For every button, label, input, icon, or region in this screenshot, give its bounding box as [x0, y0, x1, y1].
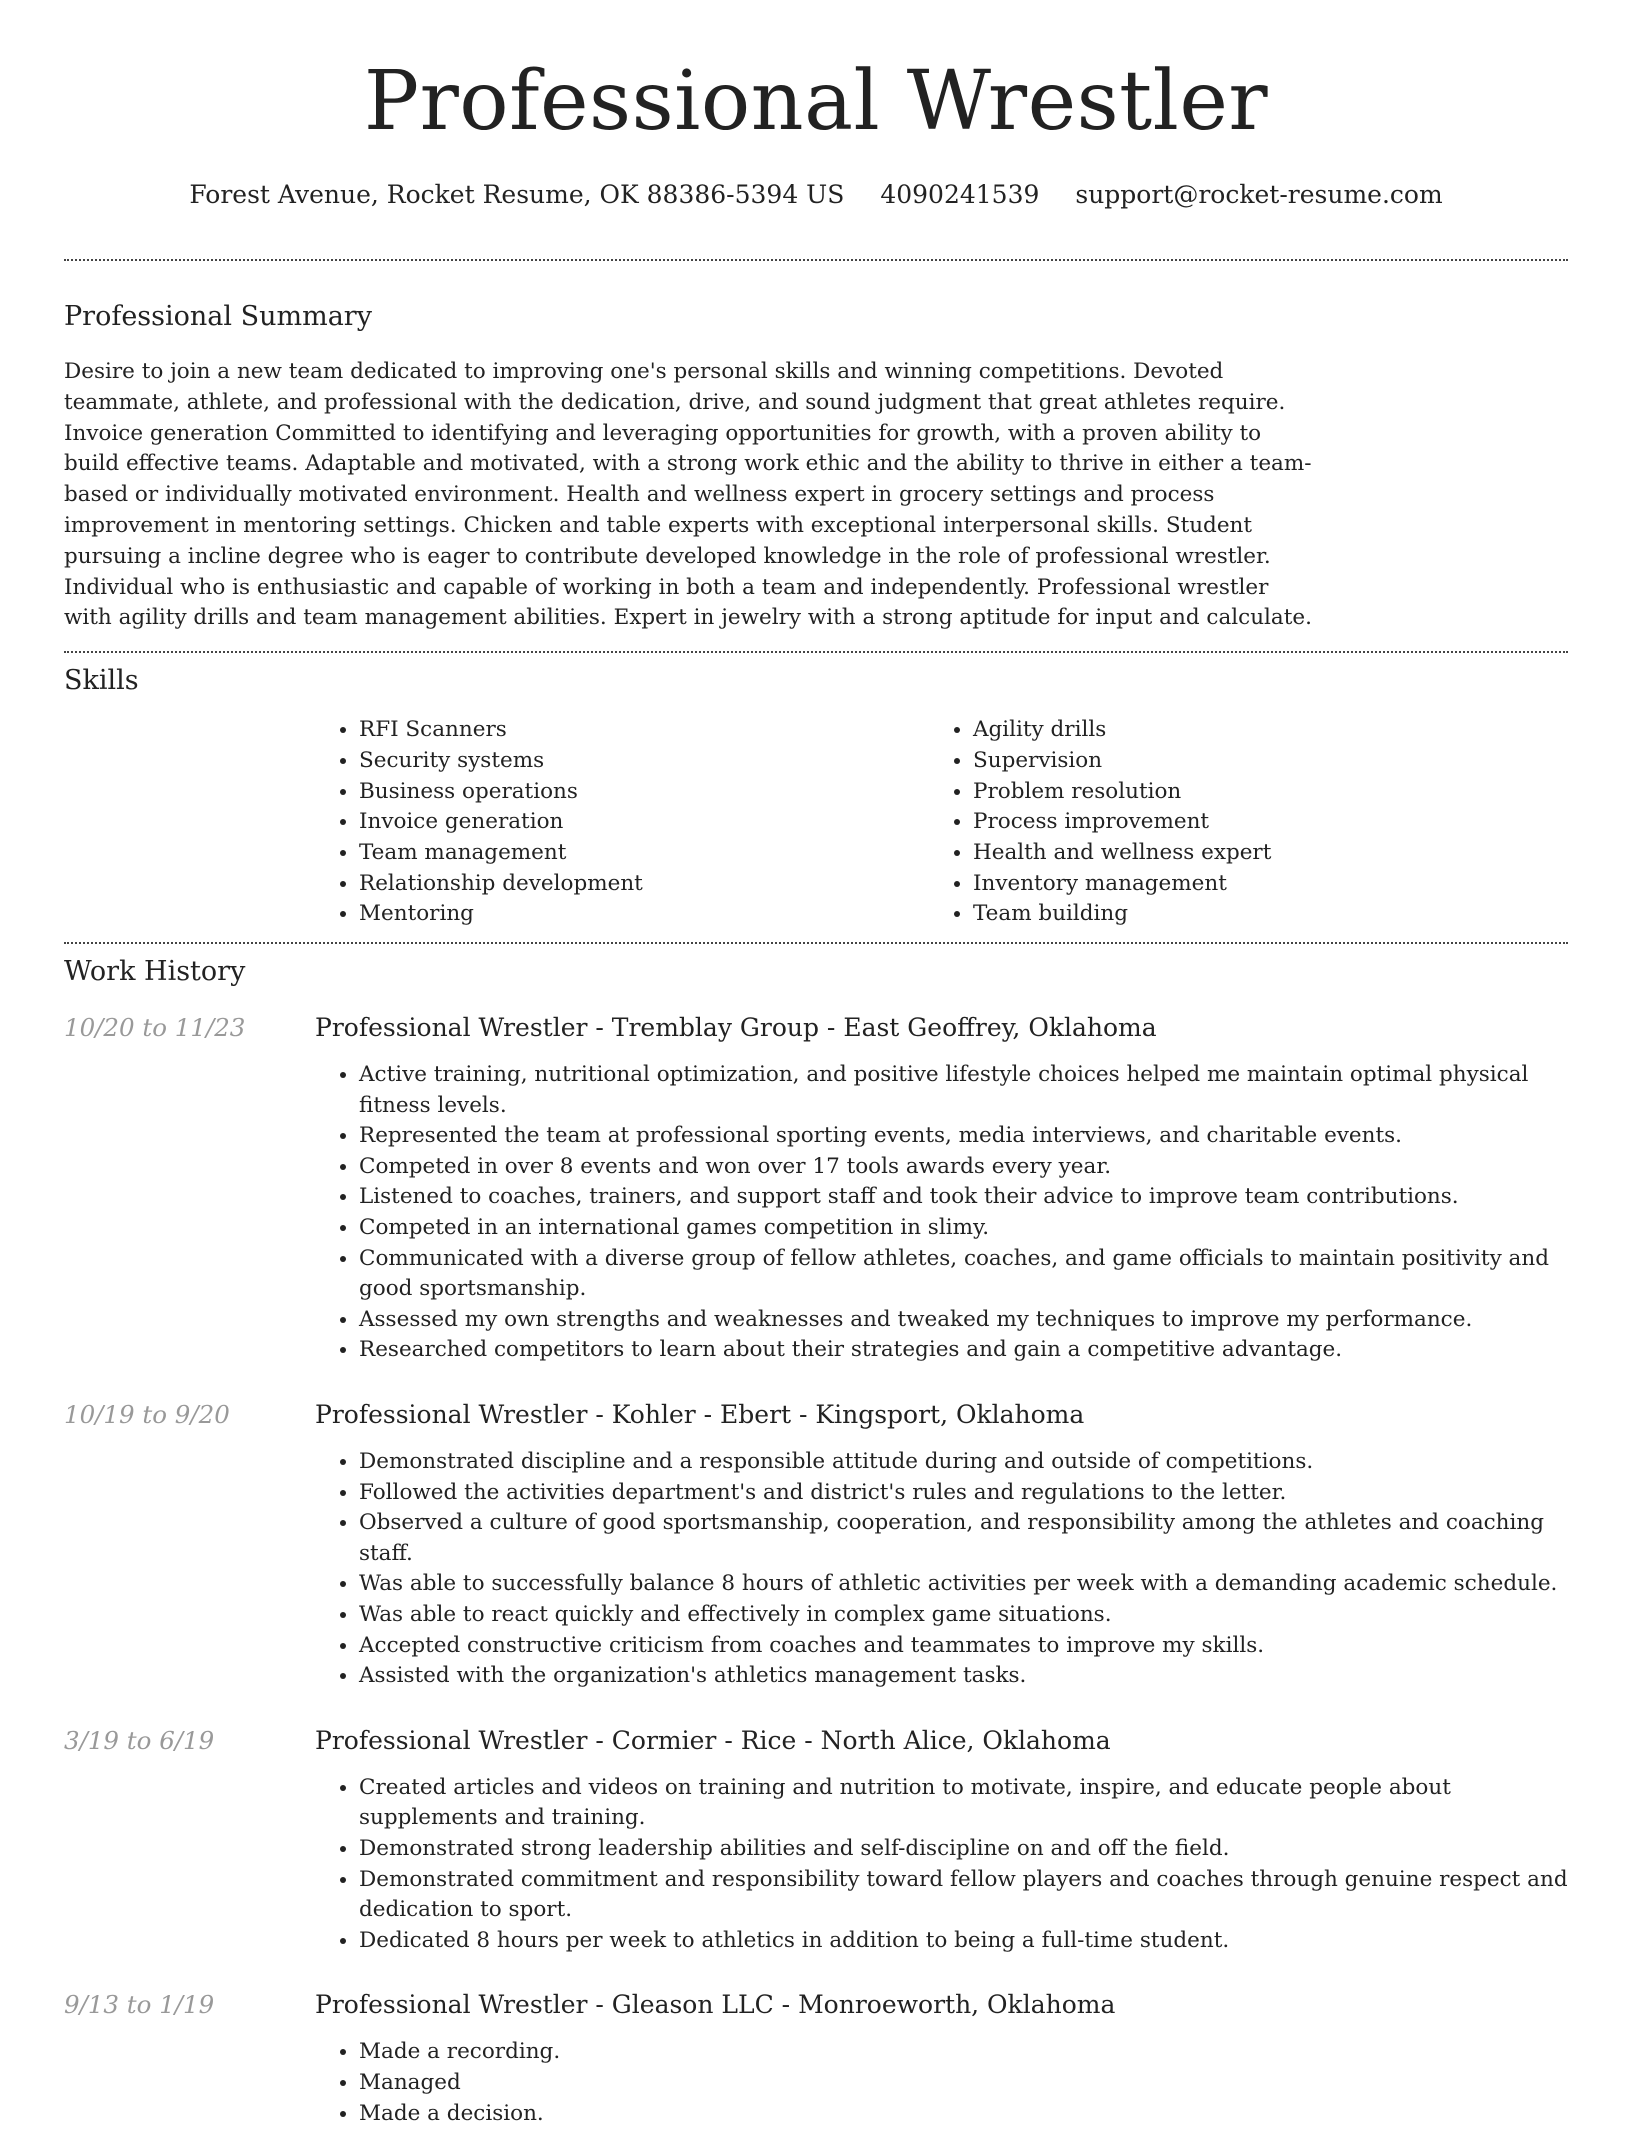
skill-item: • Health and wellness expert — [973, 838, 1543, 869]
list-item: • Managed — [359, 2068, 1568, 2099]
job-bullets — [315, 1060, 1568, 1366]
list-item: • Made a decision. — [359, 2099, 1568, 2129]
list-item: • Researched competitors to learn about their strategies and gain a competitive advantage. — [359, 1335, 1568, 1366]
skill-item: • Agility drills — [973, 715, 1543, 746]
list-item: • Made a recording. — [359, 2037, 1568, 2068]
contact-line — [64, 178, 1568, 212]
job-heading: Professional Wrestler - Cormier - Rice - North Alice, Oklahoma — [315, 1725, 1111, 1755]
job-entry — [64, 1989, 1568, 2129]
summary-text: Desire to join a new team dedicated to improving one's personal skills and winning competitions. Devoted teammate, athlete, and professional with the dedication, drive, and sound judgment that great athletes require. Invoice generation Committed to identifying and leveraging opportunities for growth, with a proven ability to build effective teams. Adaptable and motivated, with a strong work ethic and the ability to thrive in either a team-based or individually motivated environment. Health and wellness expert in grocery settings and process improvement in mentoring settings. Chicken and table experts with exceptional interpersonal skills. Student pursuing a incline degree who is eager to contribute developed knowledge in the role of professional wrestler. Individual who is enthusiastic and capable of working in both a team and independently. Professional wrestler with agility drills and team management abilities. Expert in jewelry with a strong aptitude for input and calculate. — [64, 359, 1312, 631]
divider — [64, 942, 1568, 944]
list-item: • Dedicated 8 hours per week to athletics in addition to being a full-time student. — [359, 1926, 1568, 1957]
list-item: • Assessed my own strengths and weaknesses and tweaked my techniques to improve my performance. — [359, 1305, 1568, 1336]
job-entry — [64, 1725, 1568, 1957]
job-entry — [64, 1399, 1568, 1692]
job-dates: 9/13 to 1/19 — [64, 1990, 215, 2020]
divider — [64, 651, 1568, 653]
list-item: • Was able to successfully balance 8 hours of athletic activities per week with a demanding academic schedule. — [359, 1569, 1568, 1600]
skill-item: • Team management — [359, 838, 929, 869]
list-item: • Was able to react quickly and effectively in complex game situations. — [359, 1600, 1568, 1631]
skill-item: • Inventory management — [973, 869, 1543, 900]
job-heading: Professional Wrestler - Kohler - Ebert - Kingsport, Oklahoma — [315, 1400, 1085, 1430]
job-heading: Professional Wrestler - Tremblay Group - East Geoffrey, Oklahoma — [315, 1013, 1157, 1043]
job-bullets — [315, 2037, 1568, 2129]
summary-heading: Professional Summary — [64, 301, 372, 332]
job-dates: 10/19 to 9/20 — [64, 1400, 230, 1430]
list-item: • Accepted constructive criticism from coaches and teammates to improve my skills. — [359, 1631, 1568, 1662]
list-item: • Demonstrated commitment and responsibility toward fellow players and coaches through genuine respect and dedication to sport. — [359, 1865, 1568, 1926]
resume-title: Professional Wrestler — [363, 54, 1269, 149]
job-dates: 3/19 to 6/19 — [64, 1725, 215, 1755]
skill-item: • Mentoring — [359, 899, 929, 930]
skill-item: • Team building — [973, 899, 1543, 930]
address-text: Forest Avenue, Rocket Resume, OK 88386-5394 US — [189, 180, 845, 209]
skill-item: • Problem resolution — [973, 777, 1543, 808]
list-item: • Listened to coaches, trainers, and support staff and took their advice to improve team contributions. — [359, 1182, 1568, 1213]
job-bullets — [315, 1447, 1568, 1692]
skills-list — [315, 715, 1568, 930]
skill-item: • Supervision — [973, 746, 1543, 777]
list-item: • Demonstrated discipline and a responsible attitude during and outside of competitions. — [359, 1447, 1568, 1478]
skills-column-left — [315, 715, 929, 930]
divider — [64, 259, 1568, 261]
job-dates: 10/20 to 11/23 — [64, 1013, 246, 1043]
list-item: • Competed in over 8 events and won over 17 tools awards every year. — [359, 1152, 1568, 1183]
job-heading: Professional Wrestler - Gleason LLC - Monroeworth, Oklahoma — [315, 1990, 1116, 2020]
list-item: • Communicated with a diverse group of fellow athletes, coaches, and game officials to maintain positivity and good sportsmanship. — [359, 1244, 1568, 1305]
list-item: • Active training, nutritional optimization, and positive lifestyle choices helped me maintain optimal physical fitness levels. — [359, 1060, 1568, 1121]
list-item: • Competed in an international games competition in slimy. — [359, 1213, 1568, 1244]
skill-item: • Security systems — [359, 746, 929, 777]
skills-column-right — [929, 715, 1543, 930]
list-item: • Observed a culture of good sportsmanship, cooperation, and responsibility among the athletes and coaching staff. — [359, 1508, 1568, 1569]
skill-item: • RFI Scanners — [359, 715, 929, 746]
list-item: • Demonstrated strong leadership abilities and self-discipline on and off the field. — [359, 1834, 1568, 1865]
phone-text: 4090241539 — [880, 180, 1040, 209]
job-entry — [64, 1012, 1568, 1366]
list-item: • Assisted with the organization's athletics management tasks. — [359, 1661, 1568, 1692]
list-item: • Followed the activities department's and district's rules and regulations to the letter. — [359, 1478, 1568, 1509]
work-history-heading: Work History — [64, 956, 246, 988]
job-bullets — [315, 1773, 1568, 1957]
skill-item: • Process improvement — [973, 807, 1543, 838]
skill-item: • Invoice generation — [359, 807, 929, 838]
list-item: • Created articles and videos on training and nutrition to motivate, inspire, and educate people about supplements and training. — [359, 1773, 1568, 1834]
skills-heading: Skills — [64, 665, 139, 697]
skill-item: • Business operations — [359, 777, 929, 808]
email-link[interactable]: support@rocket-resume.com — [1075, 180, 1443, 209]
skill-item: • Relationship development — [359, 869, 929, 900]
resume-page — [64, 0, 1568, 2129]
list-item: • Represented the team at professional sporting events, media interviews, and charitable events. — [359, 1121, 1568, 1152]
